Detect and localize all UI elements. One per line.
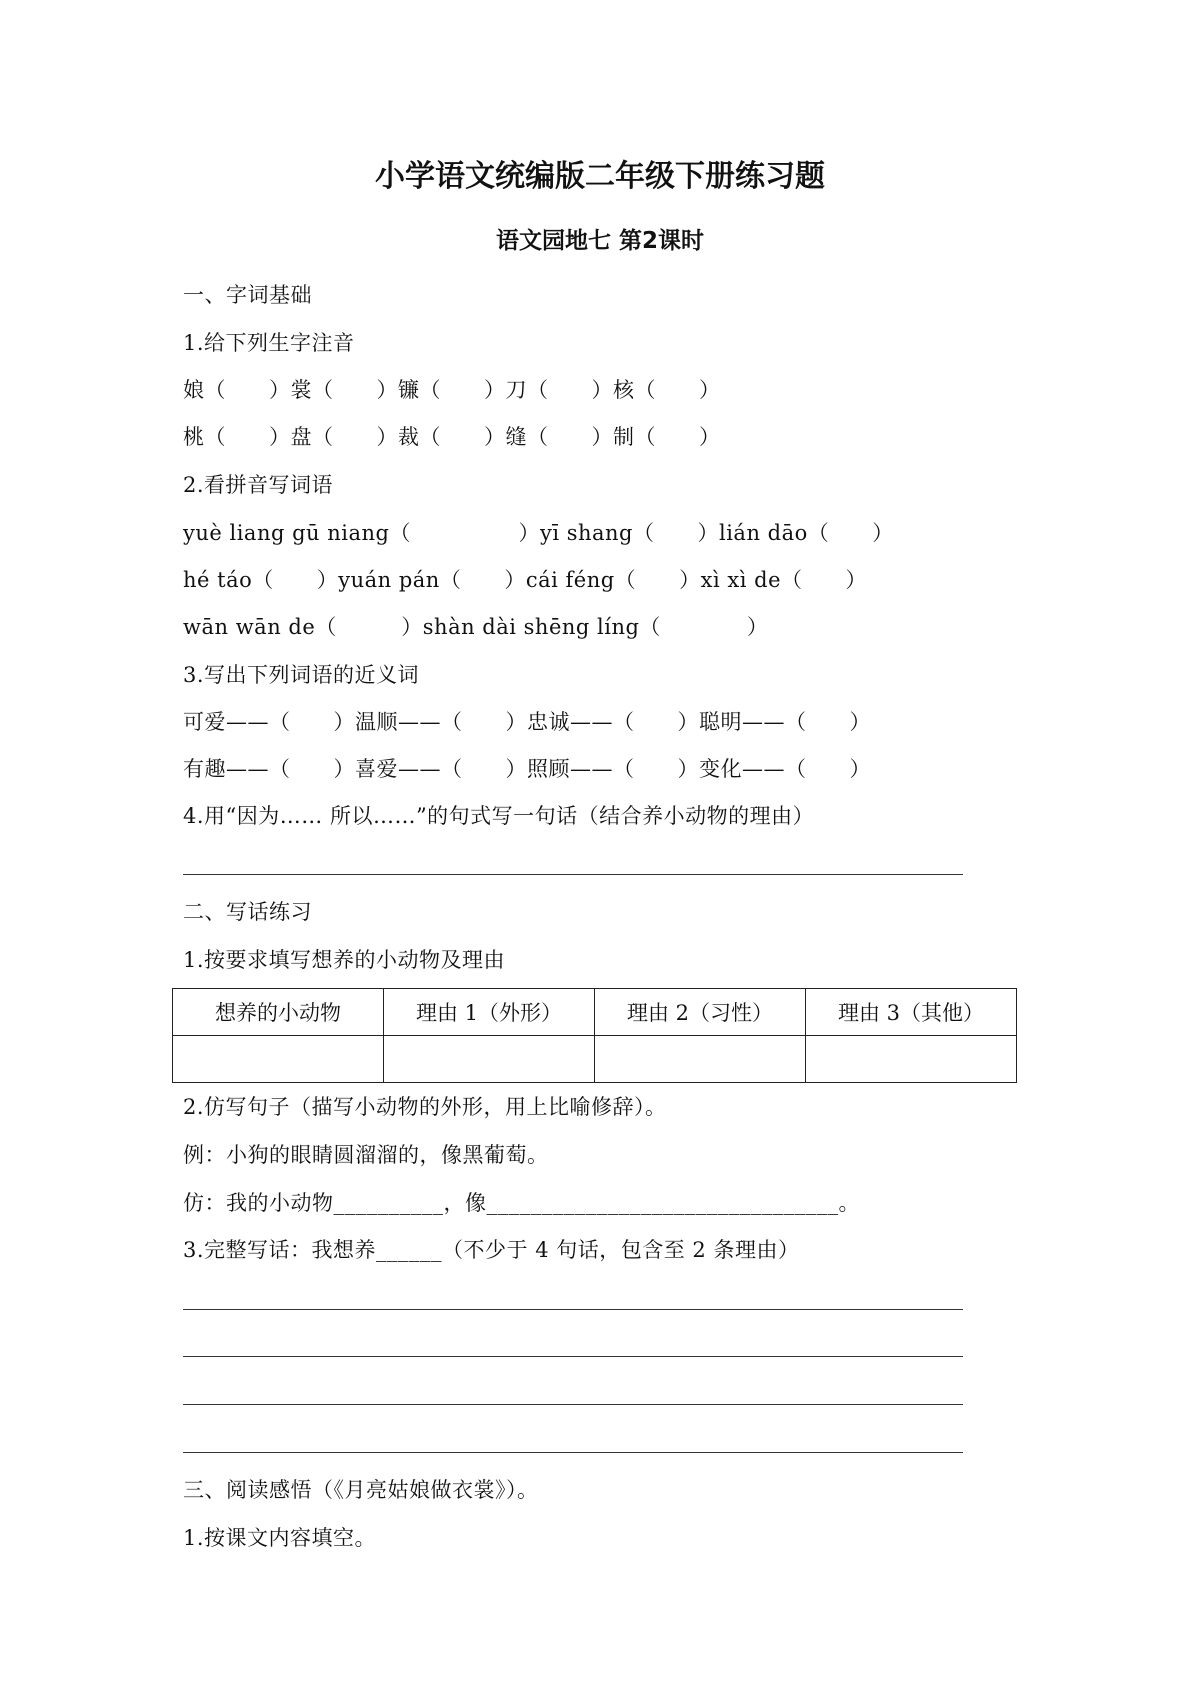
s2-q2-imitate: 仿：我的小动物__________，像________________________________。 <box>183 1191 860 1215</box>
synonym-row-2: 有趣——（ ）喜爱——（ ）照顾——（ ）变化——（ ） <box>183 757 871 781</box>
table-answer-cell <box>173 1036 384 1083</box>
q1-prompt: 1.给下列生字注音 <box>183 331 355 355</box>
pet-reasons-table <box>172 988 1017 1083</box>
q4-prompt: 4.用“因为…… 所以……”的句式写一句话（结合养小动物的理由） <box>183 804 815 828</box>
table-answer-cell <box>595 1036 806 1083</box>
table-header-cell: 想养的小动物 <box>173 989 384 1036</box>
s3-q1-prompt: 1.按课文内容填空。 <box>183 1526 377 1550</box>
table-header-cell: 理由 3（其他） <box>806 989 1017 1036</box>
answer-line <box>183 1404 963 1405</box>
pinyin-row-1: 娘（ ）裳（ ）镰（ ）刀（ ）核（ ） <box>183 378 721 402</box>
section2-heading: 二、写话练习 <box>183 900 312 924</box>
table-header-cell: 理由 2（习性） <box>595 989 806 1036</box>
table-header-row <box>173 989 1017 1036</box>
answer-line <box>183 1309 963 1310</box>
pinyin-row-2: 桃（ ）盘（ ）裁（ ）缝（ ）制（ ） <box>183 425 721 449</box>
q2-prompt: 2.看拼音写词语 <box>183 473 334 497</box>
table-row <box>173 1036 1017 1083</box>
table-answer-cell <box>806 1036 1017 1083</box>
q3-prompt: 3.写出下列词语的近义词 <box>183 663 420 687</box>
words-row-1: yuè liang gū niang（ ）yī shang（ ）lián dāo（ ） <box>183 521 894 545</box>
synonym-row-1: 可爱——（ ）温顺——（ ）忠诚——（ ）聪明——（ ） <box>183 710 871 734</box>
section3-heading: 三、阅读感悟（《月亮姑娘做衣裳》）。 <box>183 1478 539 1502</box>
table-header-cell: 理由 1（外形） <box>384 989 595 1036</box>
page-title: 小学语文统编版二年级下册练习题 <box>375 159 825 194</box>
answer-line <box>183 1452 963 1453</box>
s2-q2-prompt: 2.仿写句子（描写小动物的外形，用上比喻修辞）。 <box>183 1095 667 1119</box>
section1-heading: 一、字词基础 <box>183 283 312 307</box>
answer-line <box>183 874 963 875</box>
words-row-3: wān wān de（ ）shàn dài shēng líng（ ） <box>183 615 769 639</box>
s2-q2-example: 例：小狗的眼睛圆溜溜的，像黑葡萄。 <box>183 1143 549 1167</box>
page-subtitle: 语文园地七 第2课时 <box>495 228 704 254</box>
words-row-2: hé táo（ ）yuán pán（ ）cái féng（ ）xì xì de（ ） <box>183 568 868 592</box>
s2-q1-prompt: 1.按要求填写想养的小动物及理由 <box>183 948 506 972</box>
answer-line <box>183 1356 963 1357</box>
table-answer-cell <box>384 1036 595 1083</box>
s2-q3-prompt: 3.完整写话：我想养______（不少于 4 句话，包含至 2 条理由） <box>183 1238 800 1262</box>
